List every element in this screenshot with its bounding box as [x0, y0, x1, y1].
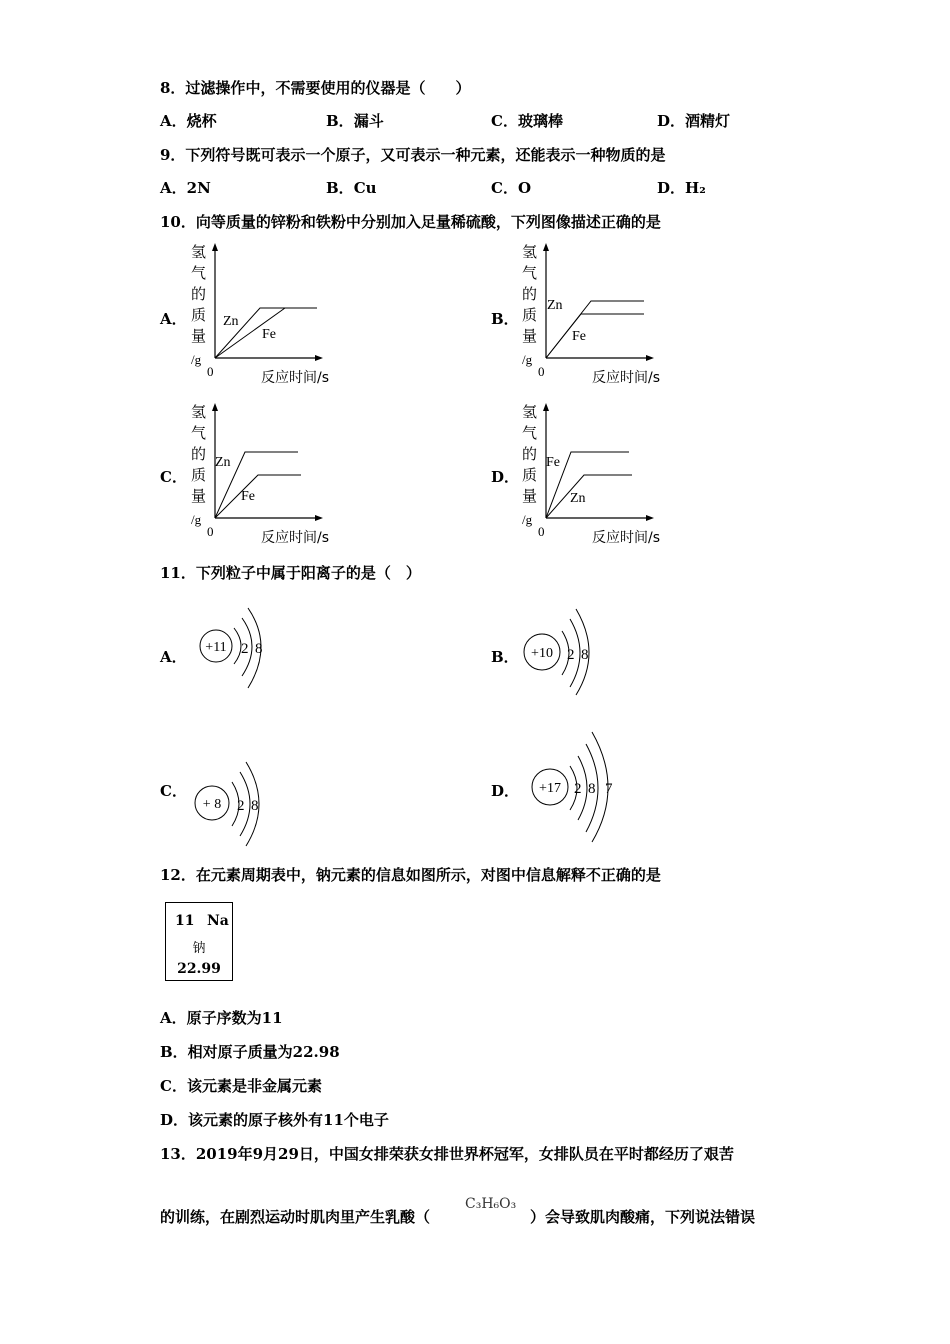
q10-stem: 10．向等质量的锌粉和铁粉中分别加入足量稀硫酸，下列图像描述正确的是: [160, 213, 661, 231]
series-label-zn: Zn: [215, 455, 231, 470]
q11-particle-d: [530, 730, 640, 845]
q11-particle-a: [190, 600, 290, 695]
svg-text:气: 气: [191, 266, 207, 282]
svg-text:的: 的: [522, 287, 538, 303]
nucleus-charge: +11: [205, 640, 227, 655]
svg-text:8: 8: [581, 647, 589, 663]
svg-text:0: 0: [207, 524, 214, 539]
q9-option-c: C．O: [491, 179, 532, 197]
y-axis-label: [522, 244, 537, 345]
element-name: 钠: [192, 941, 206, 956]
q10-graph-b: [516, 240, 686, 390]
svg-text:2: 2: [574, 781, 582, 797]
sodium-element-card: [165, 902, 233, 981]
q12-answer-d: D．该元素的原子核外有11个电子: [160, 1111, 389, 1129]
element-symbol: Na: [207, 913, 229, 929]
q9-option-d: D．H₂: [657, 179, 706, 197]
svg-text:反应时间/s: 反应时间/s: [592, 370, 661, 386]
svg-text:/g: /g: [522, 352, 533, 367]
q8-stem: 8．过滤操作中，不需要使用的仪器是（ ）: [160, 79, 471, 97]
svg-text:质: 质: [191, 308, 207, 324]
svg-text:气: 气: [191, 426, 207, 442]
q11-option-b-label: B．: [491, 648, 519, 666]
q9-option-b: B．Cu: [326, 179, 377, 197]
q11-particle-b: [520, 603, 620, 698]
svg-text:2: 2: [567, 647, 575, 663]
q9-stem: 9．下列符号既可表示一个原子，又可表示一种元素，还能表示一种物质的是: [160, 146, 666, 164]
svg-text:量: 量: [522, 329, 538, 345]
svg-text:氢: 氢: [191, 405, 207, 421]
q13-line2-end: ）会导致肌肉酸痛，下列说法错误: [530, 1208, 756, 1226]
q8-option-c: C．玻璃棒: [491, 112, 563, 130]
svg-text:0: 0: [538, 364, 545, 379]
q11-option-d-label: D．: [491, 782, 520, 800]
q11-option-c-label: C．: [160, 782, 187, 800]
q12-answer-c: C．该元素是非金属元素: [160, 1077, 322, 1095]
svg-text:反应时间/s: 反应时间/s: [261, 370, 330, 386]
lactic-acid-formula: C₃H₆O₃: [465, 1196, 517, 1212]
svg-text:0: 0: [538, 524, 545, 539]
q12-answer-a: A．原子序数为11: [160, 1009, 283, 1027]
svg-text:的: 的: [191, 287, 207, 303]
q12-answer-b: B．相对原子质量为22.98: [160, 1043, 340, 1061]
series-label-zn: Zn: [547, 298, 563, 313]
q10-option-c-label: C．: [160, 468, 187, 486]
svg-text:的: 的: [522, 447, 538, 463]
q13-line2-start: 的训练，在剧烈运动时肌肉里产生乳酸（: [160, 1208, 431, 1226]
nucleus-charge: +17: [539, 781, 561, 796]
q9-option-a: A．2N: [160, 179, 211, 197]
q8-option-d: D．酒精灯: [657, 112, 731, 130]
svg-text:反应时间/s: 反应时间/s: [261, 530, 330, 546]
q10-graph-a: [185, 240, 355, 390]
q10-option-d-label: D．: [491, 468, 520, 486]
svg-text:质: 质: [191, 468, 207, 484]
svg-text:/g: /g: [191, 352, 202, 367]
y-axis-label: [191, 404, 206, 505]
svg-text:氢: 氢: [522, 405, 538, 421]
q11-stem: 11．下列粒子中属于阳离子的是（ ）: [160, 564, 421, 582]
svg-text:质: 质: [522, 468, 538, 484]
svg-text:/g: /g: [522, 512, 533, 527]
series-label-fe: Fe: [262, 327, 276, 342]
svg-text:0: 0: [207, 364, 214, 379]
series-label-fe: Fe: [546, 455, 560, 470]
q10-option-b-label: B．: [491, 310, 519, 328]
q11-option-a-label: A．: [160, 648, 187, 666]
q10-option-a-label: A．: [160, 310, 187, 328]
svg-text:氢: 氢: [191, 245, 207, 261]
svg-text:7: 7: [605, 781, 613, 797]
svg-text:量: 量: [522, 489, 538, 505]
svg-text:2: 2: [237, 798, 245, 814]
svg-text:8: 8: [588, 781, 596, 797]
series-label-fe: Fe: [241, 489, 255, 504]
svg-text:气: 气: [522, 266, 538, 282]
q10-graph-c: [185, 400, 355, 550]
atomic-number: 11: [175, 913, 195, 929]
y-axis-label: [522, 404, 537, 505]
q11-particle-c: [190, 758, 290, 853]
svg-text:气: 气: [522, 426, 538, 442]
svg-text:量: 量: [191, 489, 207, 505]
svg-text:氢: 氢: [522, 245, 538, 261]
q8-option-b: B．漏斗: [326, 112, 384, 130]
y-axis-label: [191, 244, 206, 345]
series-label-zn: Zn: [570, 491, 586, 506]
svg-text:8: 8: [251, 798, 259, 814]
q13-line1: 13．2019年9月29日，中国女排荣获女排世界杯冠军，女排队员在平时都经历了艰苦: [160, 1145, 734, 1163]
svg-text:的: 的: [191, 447, 207, 463]
nucleus-charge: +10: [531, 646, 553, 661]
nucleus-charge: + 8: [202, 797, 222, 812]
q12-stem: 12．在元素周期表中，钠元素的信息如图所示，对图中信息解释不正确的是: [160, 866, 661, 884]
atomic-mass: 22.99: [177, 961, 221, 977]
svg-text:2: 2: [241, 641, 249, 657]
series-label-fe: Fe: [572, 329, 586, 344]
svg-text:质: 质: [522, 308, 538, 324]
q8-option-a: A．烧杯: [160, 112, 217, 130]
svg-text:8: 8: [255, 641, 263, 657]
svg-text:反应时间/s: 反应时间/s: [592, 530, 661, 546]
svg-text:/g: /g: [191, 512, 202, 527]
svg-text:量: 量: [191, 329, 207, 345]
series-label-zn: Zn: [223, 314, 239, 329]
q10-graph-d: [516, 400, 686, 550]
